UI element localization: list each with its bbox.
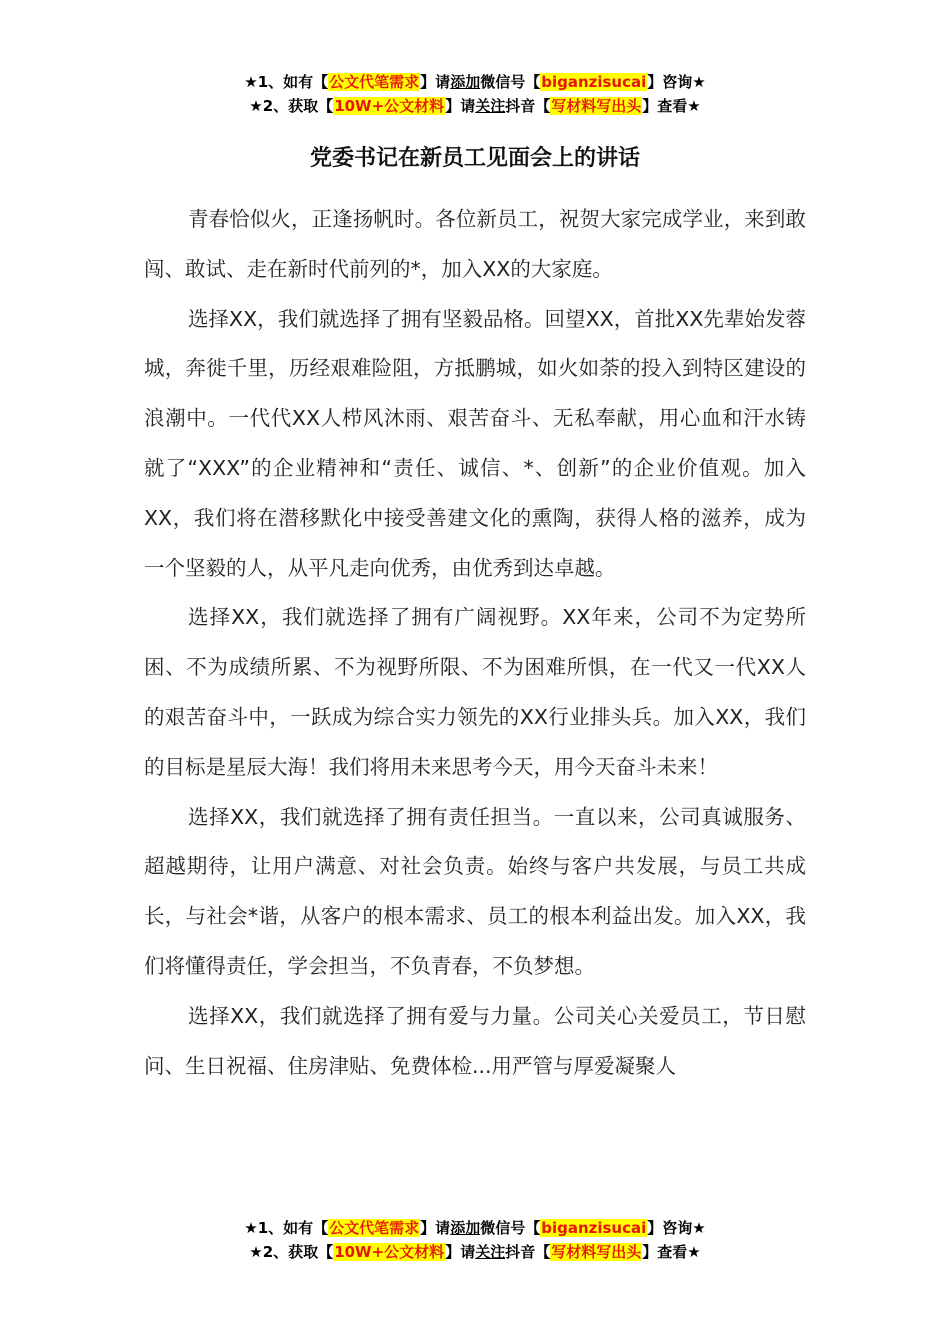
promo-highlight: 公文代笔需求 xyxy=(329,1219,420,1237)
promo-highlight: 10W+公文材料 xyxy=(334,1243,445,1261)
body-paragraph: 青春恰似火，正逢扬帆时。各位新员工，祝贺大家完成学业，来到敢闯、敢试、走在新时代前列的*，加入XX的大家庭。 xyxy=(144,207,806,281)
document-title: 党委书记在新员工见面会上的讲话 xyxy=(309,145,640,171)
promo-highlight: 公文代笔需求 xyxy=(329,73,420,91)
promo-underline: 添加 xyxy=(450,73,481,91)
promo-underline: 关注 xyxy=(475,1243,506,1261)
promo-wechat-id: biganzisucai xyxy=(541,73,647,91)
promo-underline: 关注 xyxy=(475,97,506,115)
body-paragraph: 选择XX，我们就选择了拥有爱与力量。公司关心关爱员工，节日慰问、生日祝福、住房津贴、免费体检...用严管与厚爱凝聚人 xyxy=(144,1003,806,1078)
promo-douyin-id: 写材料写出头 xyxy=(551,97,642,115)
promo-line-1: ★1、如有【公文代笔需求】请添加微信号【biganzisucai】咨询★ xyxy=(244,1219,706,1237)
promo-douyin-id: 写材料写出头 xyxy=(551,1243,642,1261)
promo-banner-bottom xyxy=(0,1216,950,1264)
promo-line-2: ★2、获取【10W+公文材料】请关注抖音【写材料写出头】查看★ xyxy=(249,97,701,115)
body-paragraph: 选择XX，我们就选择了拥有广阔视野。XX年来，公司不为定势所困、不为成绩所累、不为视野所限、不为困难所惧，在一代又一代XX人的艰苦奋斗中，一跃成为综合实力领先的XX行业排头兵。加入XX，我们的目标是星辰大海！我们将用未来思考今天，用今天奋斗未来！ xyxy=(144,605,806,779)
body-paragraph: 选择XX，我们就选择了拥有责任担当。一直以来，公司真诚服务、超越期待，让用户满意、对社会负责。始终与客户共发展，与员工共成长，与社会*谐，从客户的根本需求、员工的根本利益出发。加入XX，我们将懂得责任，学会担当，不负青春，不负梦想。 xyxy=(144,804,806,978)
promo-wechat-id: biganzisucai xyxy=(541,1219,647,1237)
promo-highlight: 10W+公文材料 xyxy=(334,97,445,115)
promo-line-2: ★2、获取【10W+公文材料】请关注抖音【写材料写出头】查看★ xyxy=(249,1243,701,1261)
promo-banner-top xyxy=(0,70,950,118)
document-body xyxy=(144,195,806,1091)
promo-line-1: ★1、如有【公文代笔需求】请添加微信号【biganzisucai】咨询★ xyxy=(244,73,706,91)
body-paragraph: 选择XX，我们就选择了拥有坚毅品格。回望XX，首批XX先辈始发蓉城，奔徙千里，历经艰难险阻，方抵鹏城，如火如荼的投入到特区建设的浪潮中。一代代XX人栉风沐雨、艰苦奋斗、无私奉献，用心血和汗水铸就了“XXX”的企业精神和“责任、诚信、*、创新”的企业价值观。加入XX，我们将在潜移默化中接受善建文化的熏陶，获得人格的滋养，成为一个坚毅的人，从平凡走向优秀，由优秀到达卓越。 xyxy=(144,306,806,580)
promo-underline: 添加 xyxy=(450,1219,481,1237)
